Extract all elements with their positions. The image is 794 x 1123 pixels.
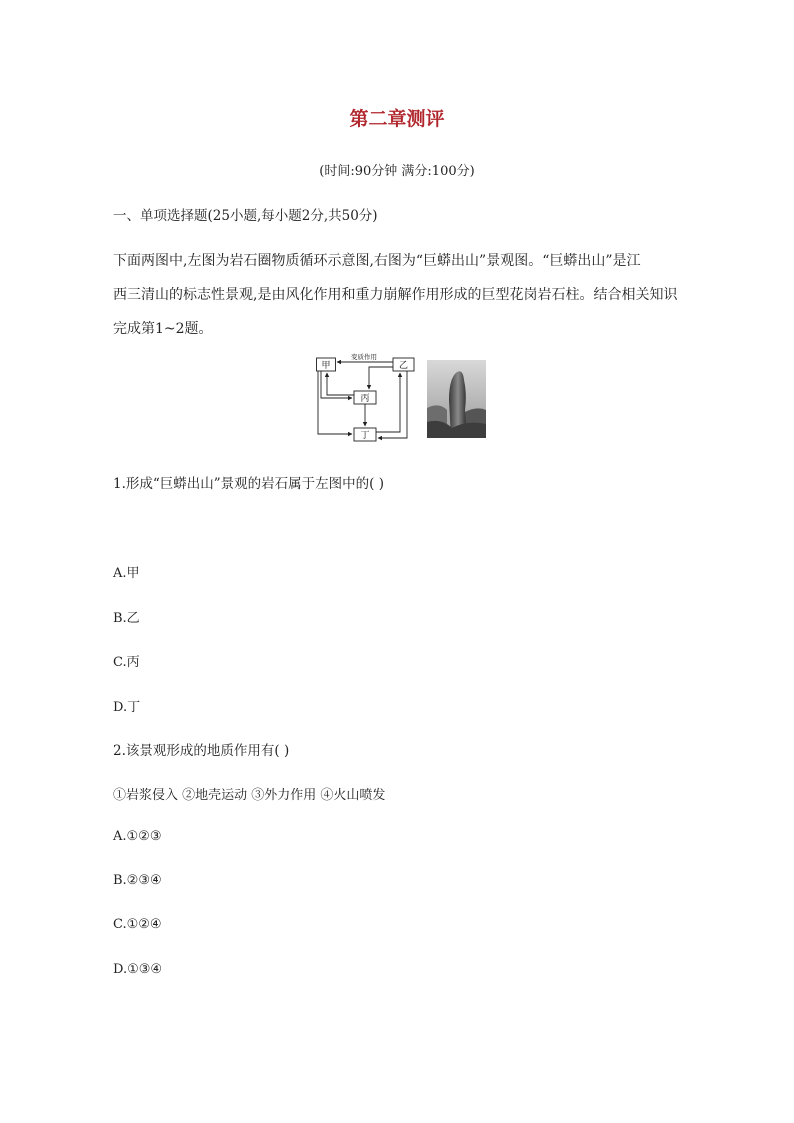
option-b[interactable]: B.②③④ <box>113 873 162 888</box>
intro-line: 下面两图中,左图为岩石圈物质循环示意图,右图为“巨蟒出山”景观图。“巨蟒出山”是江 <box>113 253 641 269</box>
rock-pillar-photo <box>427 360 486 438</box>
option-a[interactable]: A.①②③ <box>113 829 162 844</box>
option-c[interactable]: C.丙 <box>113 655 140 670</box>
section-heading: 一、单项选择题(25小题,每小题2分,共50分) <box>113 208 378 224</box>
box-ding: 丁 <box>360 431 370 441</box>
question-2: 2.该景观形成的地质作用有( ) <box>113 743 290 759</box>
box-yi: 乙 <box>398 361 409 371</box>
intro-paragraph <box>113 244 688 346</box>
option-a[interactable]: A.甲 <box>113 566 140 581</box>
arrow-label: 变质作用 <box>351 353 377 361</box>
exam-info: (时间:90分钟 满分:100分) <box>319 164 475 179</box>
option-d[interactable]: D.丁 <box>113 700 141 715</box>
page-title: 第二章测评 <box>349 108 445 130</box>
box-jia: 甲 <box>321 361 331 371</box>
option-d[interactable]: D.①③④ <box>113 962 163 977</box>
box-bing: 丙 <box>360 394 370 404</box>
option-c[interactable]: C.①②④ <box>113 917 162 932</box>
option-b[interactable]: B.乙 <box>113 611 140 626</box>
rock-cycle-diagram <box>316 352 416 442</box>
intro-line: 西三清山的标志性景观,是由风化作用和重力崩解作用形成的巨型花岗岩石柱。结合相关知识 <box>113 287 678 303</box>
question-1: 1.形成“巨蟒出山”景观的岩石属于左图中的( ) <box>113 476 385 492</box>
intro-line: 完成第1~2题。 <box>113 321 213 337</box>
question-2-choices: ①岩浆侵入 ②地壳运动 ③外力作用 ④火山喷发 <box>113 788 386 803</box>
